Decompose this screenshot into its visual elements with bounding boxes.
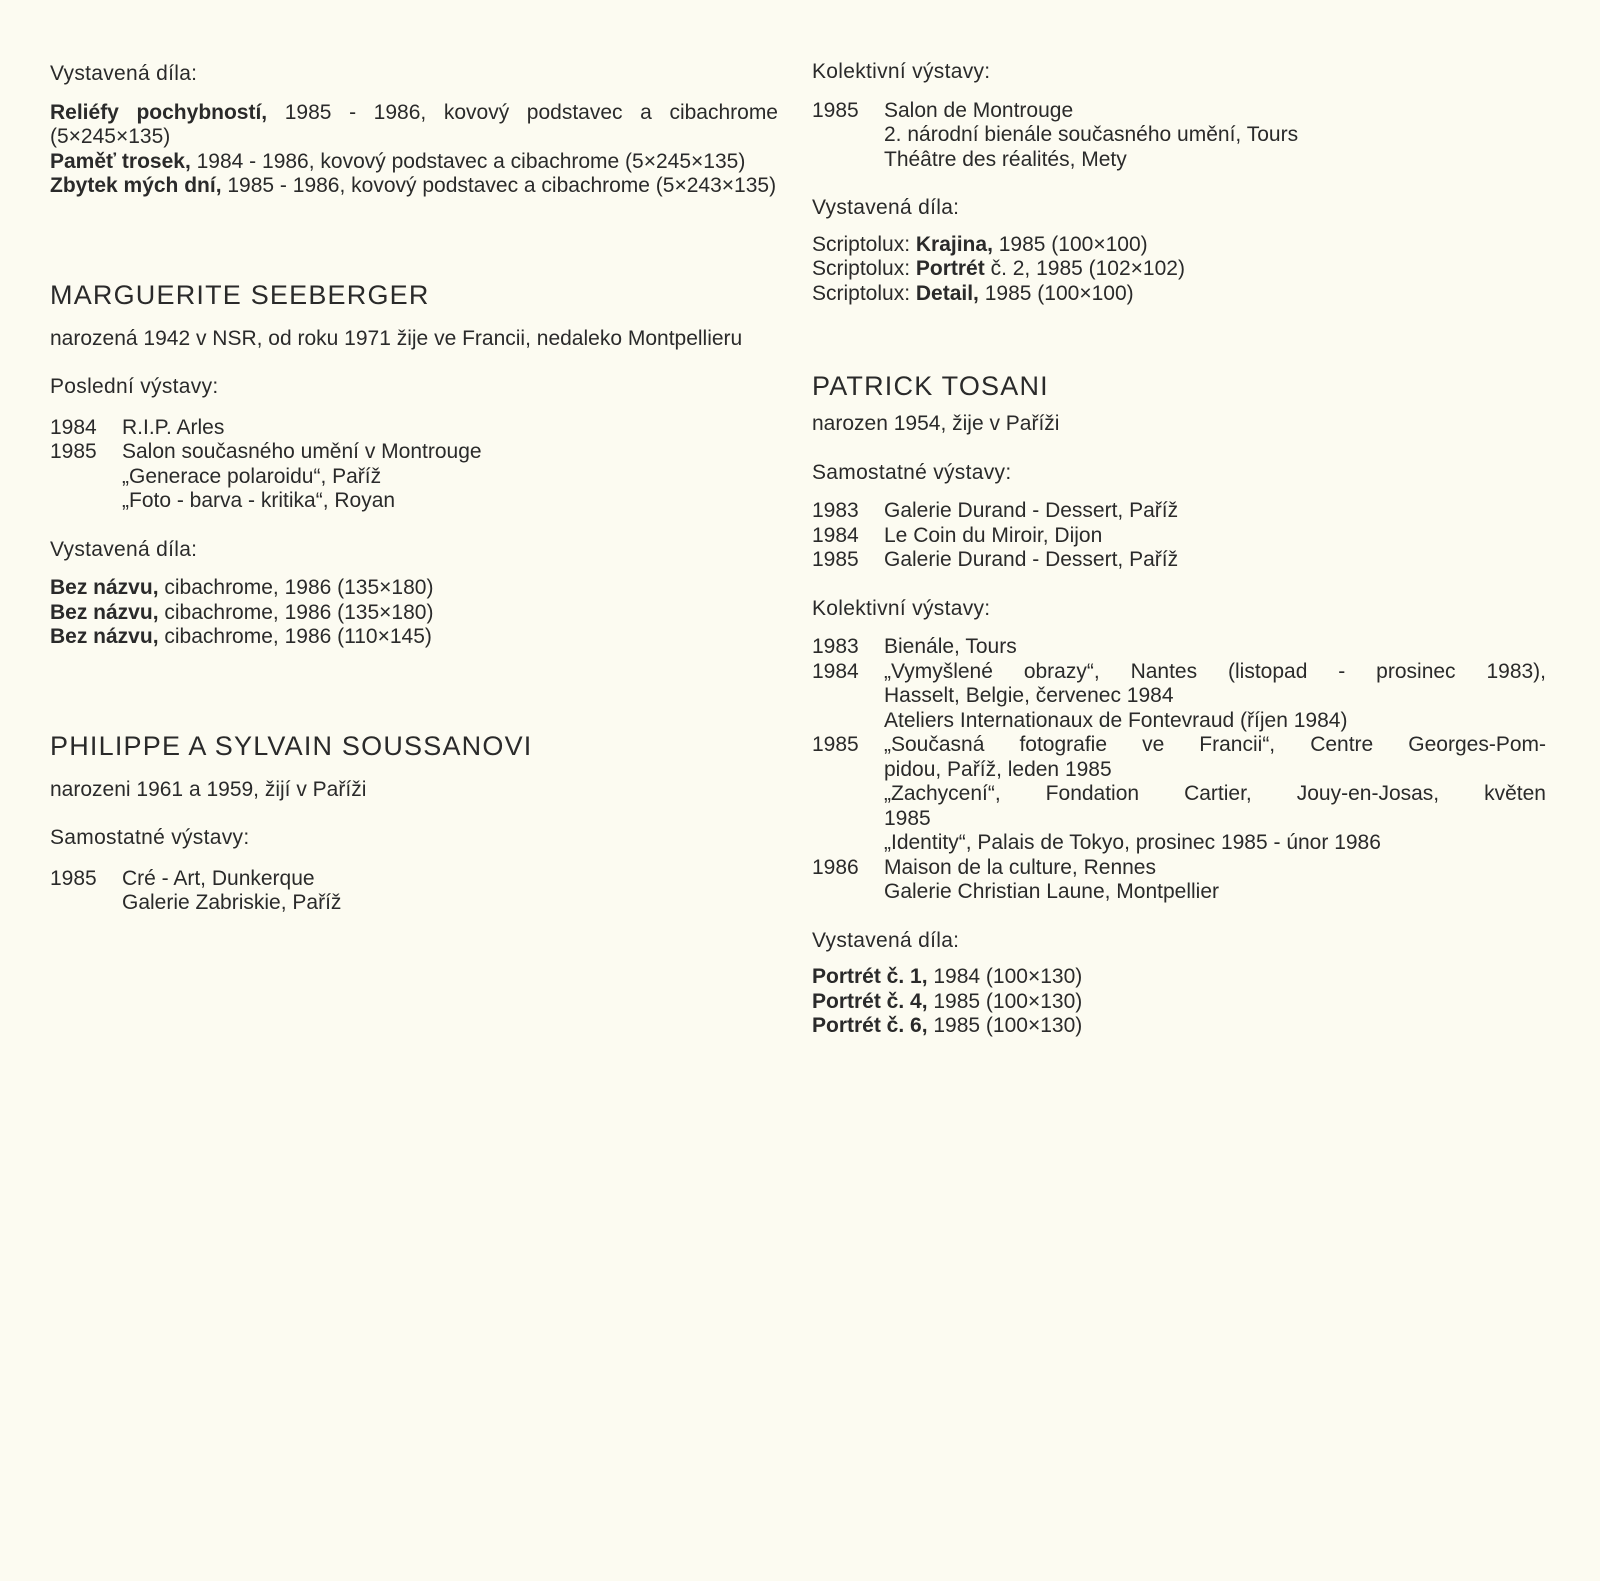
work-title: Zbytek mých dní, xyxy=(50,174,222,197)
artist-name: PHILIPPE A SYLVAIN SOUSSANOVI xyxy=(50,730,533,761)
work-details: č. 2, 1985 (102×102) xyxy=(984,257,1185,280)
exhibition-year-row xyxy=(50,867,778,916)
exhibition-entry: Bienále, Tours xyxy=(884,635,1017,658)
artist-soussan xyxy=(50,730,778,916)
solo-exhibitions-label: Samostatné výstavy: xyxy=(50,826,250,849)
work-item xyxy=(50,174,778,199)
work-item xyxy=(812,233,1546,258)
work-prefix: Scriptolux: xyxy=(812,281,916,305)
work-details: 1985 (100×130) xyxy=(927,989,1083,1013)
work-title: Portrét xyxy=(915,257,985,280)
exhibition-year: 1985 xyxy=(812,733,859,756)
work-details: cibachrome, 1986 (135×180) xyxy=(158,576,434,599)
exhibition-list xyxy=(50,416,778,514)
work-details: cibachrome, 1986 (110×145) xyxy=(158,625,432,648)
exhibition-entry: Ateliers Internationaux de Fontevraud (říjen 1984) xyxy=(884,708,1348,732)
exhibition-year: 1985 xyxy=(812,98,859,122)
exhibition-year: 1984 xyxy=(812,523,859,547)
work-prefix: Scriptolux: xyxy=(812,257,916,280)
exhibition-entry: Galerie Christian Laune, Montpellier xyxy=(884,880,1220,903)
exhibition-entry: „Vymyšlené obrazy“, Nantes (listopad - prosinec 1983), xyxy=(884,659,1546,683)
work-details: 1984 - 1986, kovový podstavec a cibachrome (5×245×135) xyxy=(190,149,746,173)
exhibition-entry: „Generace polaroidu“, Paříž xyxy=(122,464,382,488)
work-title: Bez názvu, xyxy=(50,576,159,599)
exhibition-year: 1983 xyxy=(812,635,859,658)
exhibition-year-row xyxy=(50,416,778,441)
exhibition-list xyxy=(50,867,778,916)
exhibition-entry: „Identity“, Palais de Tokyo, prosinec 1985 - únor 1986 xyxy=(884,831,1381,854)
works-list xyxy=(812,965,1546,1039)
exhibition-entry: Maison de la culture, Rennes xyxy=(884,855,1156,879)
work-item xyxy=(50,150,778,175)
exhibition-entry: 2. národní bienále současného umění, Tours xyxy=(884,123,1299,146)
artist-name: PATRICK TOSANI xyxy=(812,371,1049,401)
exhibition-year: 1983 xyxy=(812,499,859,522)
artist-bio: narozen 1954, žije v Paříži xyxy=(812,412,1060,435)
work-item xyxy=(812,257,1546,282)
work-item xyxy=(812,965,1546,990)
work-title: Portrét č. 4, xyxy=(812,989,928,1013)
exhibition-year-row xyxy=(812,635,1546,660)
exhibition-entry: Salon de Montrouge xyxy=(884,98,1074,122)
work-details: 1984 (100×130) xyxy=(927,965,1083,988)
exhibition-entry: R.I.P. Arles xyxy=(122,415,225,439)
exhibition-entry: „Zachycení“, Fondation Cartier, Jouy-en-Josas, květen xyxy=(884,782,1546,805)
exhibition-year-row xyxy=(812,660,1546,734)
work-title: Krajina, xyxy=(915,232,993,256)
works-label: Vystavená díla: xyxy=(812,196,960,219)
work-details: 1985 (100×100) xyxy=(978,281,1134,305)
exhibition-entry: Le Coin du Miroir, Dijon xyxy=(884,523,1103,547)
work-title: Detail, xyxy=(915,281,979,305)
exhibition-year-row xyxy=(812,499,1546,524)
exhibition-year-row xyxy=(812,548,1546,573)
exhibition-entry: Salon současného umění v Montrouge xyxy=(122,440,482,463)
work-item xyxy=(812,1014,1546,1039)
exhibition-entry: „Foto - barva - kritika“, Royan xyxy=(122,489,396,512)
solo-exhibitions-label: Samostatné výstavy: xyxy=(812,460,1012,484)
recent-exhibitions-label: Poslední výstavy: xyxy=(50,375,219,398)
work-details: 1985 - 1986, kovový podstavec a cibachrome (5×243×135) xyxy=(221,174,777,197)
artist-bio: narozená 1942 v NSR, od roku 1971 žije ve Francii, nedaleko Montpellieru xyxy=(50,326,743,350)
exhibition-entry: Galerie Zabriskie, Paříž xyxy=(122,891,342,914)
work-title: Portrét č. 6, xyxy=(812,1014,928,1037)
exhibition-year: 1984 xyxy=(50,415,97,439)
exhibition-entry: Hasselt, Belgie, červenec 1984 xyxy=(884,684,1174,707)
exhibition-entry: pidou, Paříž, leden 1985 xyxy=(884,757,1112,781)
work-title: Bez názvu, xyxy=(50,600,159,624)
collective-exhibitions-label: Kolektivní výstavy: xyxy=(812,60,991,83)
right-column xyxy=(812,60,1546,1039)
exhibition-list xyxy=(812,99,1546,173)
exhibition-year: 1986 xyxy=(812,855,859,879)
exhibition-entry: 1985 xyxy=(884,806,931,830)
works-list xyxy=(812,233,1546,307)
work-item xyxy=(50,625,778,650)
work-details: 1985 (100×100) xyxy=(992,232,1148,256)
work-details: 1985 - 1986, kovový podstavec a cibachrome (5×245×135) xyxy=(50,100,778,148)
work-details: 1985 (100×130) xyxy=(927,1014,1083,1037)
work-item xyxy=(50,601,778,626)
exhibition-list xyxy=(812,499,1546,573)
exhibition-year: 1985 xyxy=(50,866,97,890)
work-title: Reliéfy pochybností, xyxy=(50,100,268,124)
work-title: Portrét č. 1, xyxy=(812,965,928,988)
exhibition-year-row xyxy=(50,440,778,514)
exhibition-year-row xyxy=(812,856,1546,905)
works-label: Vystavená díla: xyxy=(50,62,198,85)
exhibition-entry: Cré - Art, Dunkerque xyxy=(122,866,315,890)
work-item xyxy=(812,990,1546,1015)
work-title: Paměť trosek, xyxy=(50,149,191,173)
work-title: Bez názvu, xyxy=(50,625,159,648)
exhibition-entry: Galerie Durand - Dessert, Paříž xyxy=(884,499,1179,522)
exhibition-year-row xyxy=(812,733,1546,856)
exhibition-year: 1985 xyxy=(812,548,859,571)
exhibition-year: 1985 xyxy=(50,440,97,463)
exhibition-list xyxy=(812,635,1546,905)
artist-bio: narozeni 1961 a 1959, žijí v Paříži xyxy=(50,777,367,801)
exhibition-entry: Théâtre des réalités, Mety xyxy=(884,147,1127,171)
works-label: Vystavená díla: xyxy=(50,537,198,561)
artist-seeberger xyxy=(50,279,778,650)
work-details: cibachrome, 1986 (135×180) xyxy=(158,600,434,624)
works-list xyxy=(50,101,778,199)
work-item xyxy=(50,576,778,601)
exhibition-year-row xyxy=(812,99,1546,173)
work-item xyxy=(50,101,778,150)
artist-tosani xyxy=(812,370,1546,1039)
left-column xyxy=(50,62,778,916)
works-list xyxy=(50,576,778,650)
exhibition-year: 1984 xyxy=(812,659,859,683)
exhibition-entry: Galerie Durand - Dessert, Paříž xyxy=(884,548,1179,571)
work-prefix: Scriptolux: xyxy=(812,232,916,256)
exhibition-year-row xyxy=(812,524,1546,549)
exhibition-entry: „Současná fotografie ve Francii“, Centre Georges-Pom- xyxy=(884,733,1546,756)
artist-name: MARGUERITE SEEBERGER xyxy=(50,279,430,310)
collective-exhibitions-label: Kolektivní výstavy: xyxy=(812,596,991,620)
works-label: Vystavená díla: xyxy=(812,928,960,952)
work-item xyxy=(812,282,1546,307)
